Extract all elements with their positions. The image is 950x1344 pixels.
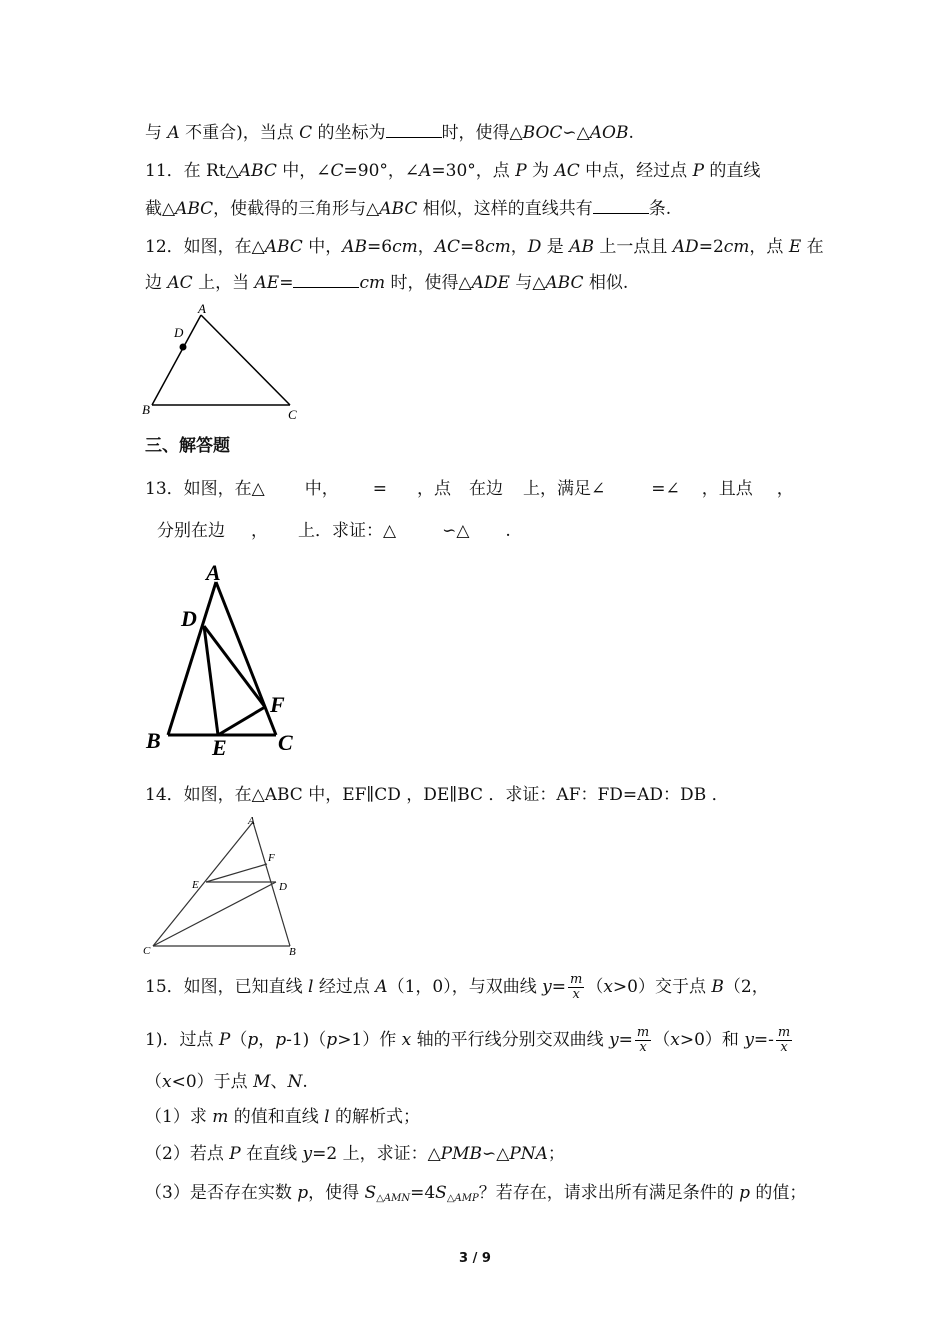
fraction-m-over-x: $\frac{m}{x}$ — [636, 1025, 650, 1055]
label-a: A — [206, 560, 221, 585]
section-heading: 三、解答题 — [145, 436, 230, 456]
label-b: B — [289, 946, 296, 958]
label-c: C — [143, 945, 151, 957]
label-d: D — [279, 881, 287, 893]
point-d-dot — [180, 344, 187, 351]
q11-line2: 截△ABC，使截得的三角形与△ABC 相似，这样的直线共有 条. — [145, 199, 672, 219]
fraction-m-over-x: $\frac{m}{x}$ — [569, 972, 583, 1002]
figure-q14-triangle — [140, 812, 310, 962]
answer-blank[interactable] — [386, 121, 442, 138]
label-e: E — [192, 879, 199, 891]
q14-text: 14．如图，在△ABC 中，EF∥CD ，DE∥BC ．求证：AF：FD=AD：DB ． — [145, 785, 729, 805]
q11-line1: 11．在 Rt△ABC 中，∠C=90°，∠A=30°，点 P 为 AC 中点，经过点 P 的直线 — [145, 161, 761, 181]
q15-sub3: （3）是否存在实数 p，使得 $S_{\triangle AMN}=4S_{\triangle AMP}$？若存在，请求出所有满足条件的 p 的值； — [145, 1183, 807, 1204]
q10-tail: 与 A 不重合)，当点 C 的坐标为 时，使得△BOC∽△AOB. — [145, 123, 634, 143]
label-b: B — [146, 728, 161, 753]
q13-line2: 分别在边 ， 上．求证：△ ∽△ . — [157, 521, 511, 541]
q15-sub2: （2）若点 P 在直线 y=2 上，求证：△PMB∽△PNA； — [145, 1144, 565, 1164]
label-c: C — [288, 407, 297, 422]
figure-q13-triangle — [140, 560, 310, 760]
page-number: 3 / 9 — [459, 1251, 491, 1266]
label-a: A — [198, 301, 206, 316]
fraction-m-over-x: $\frac{m}{x}$ — [777, 1025, 791, 1055]
q13-line1: 13．如图，在△ 中， = ，点 在边 上，满足∠ =∠ ，且点 ， — [145, 479, 794, 499]
answer-blank[interactable] — [293, 271, 359, 288]
q15-line3: （x<0）于点 M、N. — [145, 1072, 308, 1092]
q12-line1: 12．如图，在△ABC 中，AB=6cm，AC=8cm，D 是 AB 上一点且 AD=2cm，点 E 在 — [145, 237, 824, 257]
label-d: D — [181, 606, 197, 631]
label-d: D — [174, 325, 184, 340]
q15-line2: 1)．过点 P（p，p-1)（p>1）作 x 轴的平行线分别交双曲线 y= $\frac{m}{x}$ （x>0）和 y=- $\frac{m}{x}$ — [145, 1025, 791, 1055]
q12-line2: 边 AC 上，当 AE= cm 时，使得△ADE 与△ABC 相似. — [145, 273, 629, 293]
label-f: F — [268, 852, 275, 864]
label-b: B — [142, 402, 150, 417]
figure-q12-triangle — [140, 300, 310, 425]
label-e: E — [212, 735, 227, 760]
label-a: A — [248, 815, 255, 827]
q15-sub1: （1）求 m 的值和直线 l 的解析式； — [145, 1107, 421, 1127]
label-f: F — [270, 692, 285, 717]
answer-blank[interactable] — [593, 197, 649, 214]
q15-line1: 15．如图，已知直线 l 经过点 A（1，0），与双曲线 y= $\frac{m}{x}$ （x>0）交于点 B（2， — [145, 972, 769, 1002]
label-c: C — [278, 730, 293, 755]
